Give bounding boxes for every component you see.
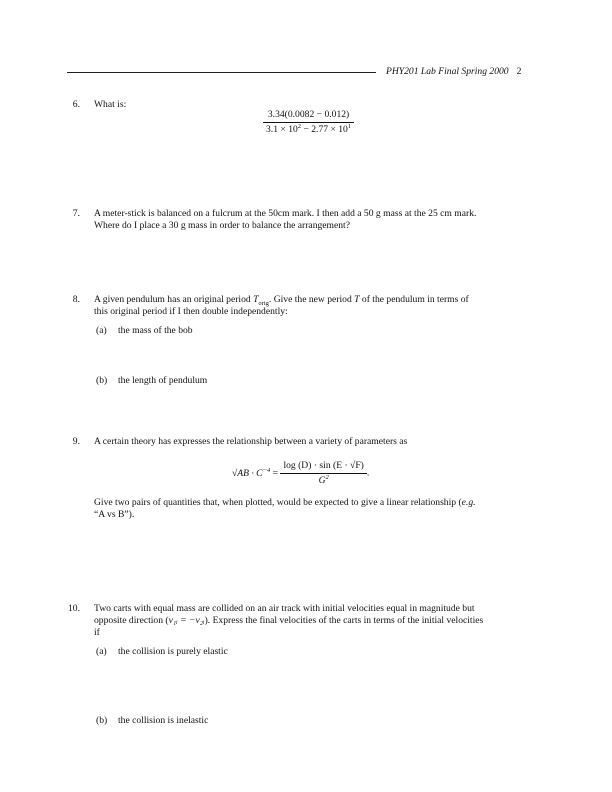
question-6-denominator: $3.1 \times 10^2 - 2.77 \times 10^1$	[266, 122, 352, 135]
question-9-number: 9.	[72, 436, 80, 447]
question-9-line-1: A certain theory has expresses the relationship between a variety of parameters as	[94, 436, 408, 447]
question-10-part-b-text: the collision is inelastic	[118, 715, 209, 726]
question-7-number: 7.	[72, 208, 80, 219]
question-8-line-2: this original period if I then double independently:	[94, 306, 288, 317]
question-6-numerator: 3.34(0.0082 − 0.012)	[263, 109, 354, 123]
question-6-fraction	[263, 109, 354, 136]
header-rule	[67, 72, 376, 73]
question-8-part-a-text: the mass of the bob	[118, 325, 193, 336]
running-title: PHY201 Lab Final Spring 2000	[386, 66, 509, 77]
question-9-line-3: “A vs B”).	[94, 509, 135, 520]
question-9-equation: $√AB \cdot C^{-4}$ = $\frac{\log (D) \cdot \sin (E \cdot √F)}{G^2}$ .	[232, 460, 370, 486]
question-9-line-2: Give two pairs of quantities that, when plotted, would be expected to give a linear relationship (e.g.	[94, 497, 476, 508]
question-6-text: What is:	[94, 99, 127, 110]
question-8-line-1: A given pendulum has an original period $T_{orig}$. Give the new period T of the pendulum in terms of	[94, 294, 469, 307]
question-8-part-a-label: (a)	[96, 325, 107, 336]
question-10-part-a-text: the collision is purely elastic	[118, 646, 228, 657]
question-8-part-b-text: the length of pendulum	[118, 375, 208, 386]
question-10-number: 10.	[68, 603, 80, 614]
question-9-equation-lhs: $√AB \cdot C^{-4}$	[232, 466, 271, 479]
question-7-line-2: Where do I place a 30 g mass in order to balance the arrangement?	[94, 220, 350, 231]
page-number: 2	[516, 66, 522, 77]
question-6-number: 6.	[72, 99, 80, 110]
question-10-part-b-label: (b)	[96, 715, 108, 726]
question-10-line-3: if	[94, 627, 100, 638]
question-8-part-b-label: (b)	[96, 375, 108, 386]
running-head	[386, 66, 521, 78]
question-10-line-2: opposite direction (v₁ᵢ = −v₂ᵢ). Express the final velocities of the carts in terms of the initial velocities	[94, 615, 484, 626]
question-9-equation-rhs: $\frac{\log (D) \cdot \sin (E \cdot √F)}{G^2}$	[280, 460, 366, 487]
question-10-line-1: Two carts with equal mass are collided on an air track with initial velocities equal in magnitude but	[94, 603, 475, 614]
question-7-line-1: A meter-stick is balanced on a fulcrum at the 50cm mark. I then add a 50 g mass at the 25 cm mark.	[94, 208, 477, 219]
question-10-part-a-label: (a)	[96, 646, 107, 657]
question-8-number: 8.	[72, 294, 80, 305]
